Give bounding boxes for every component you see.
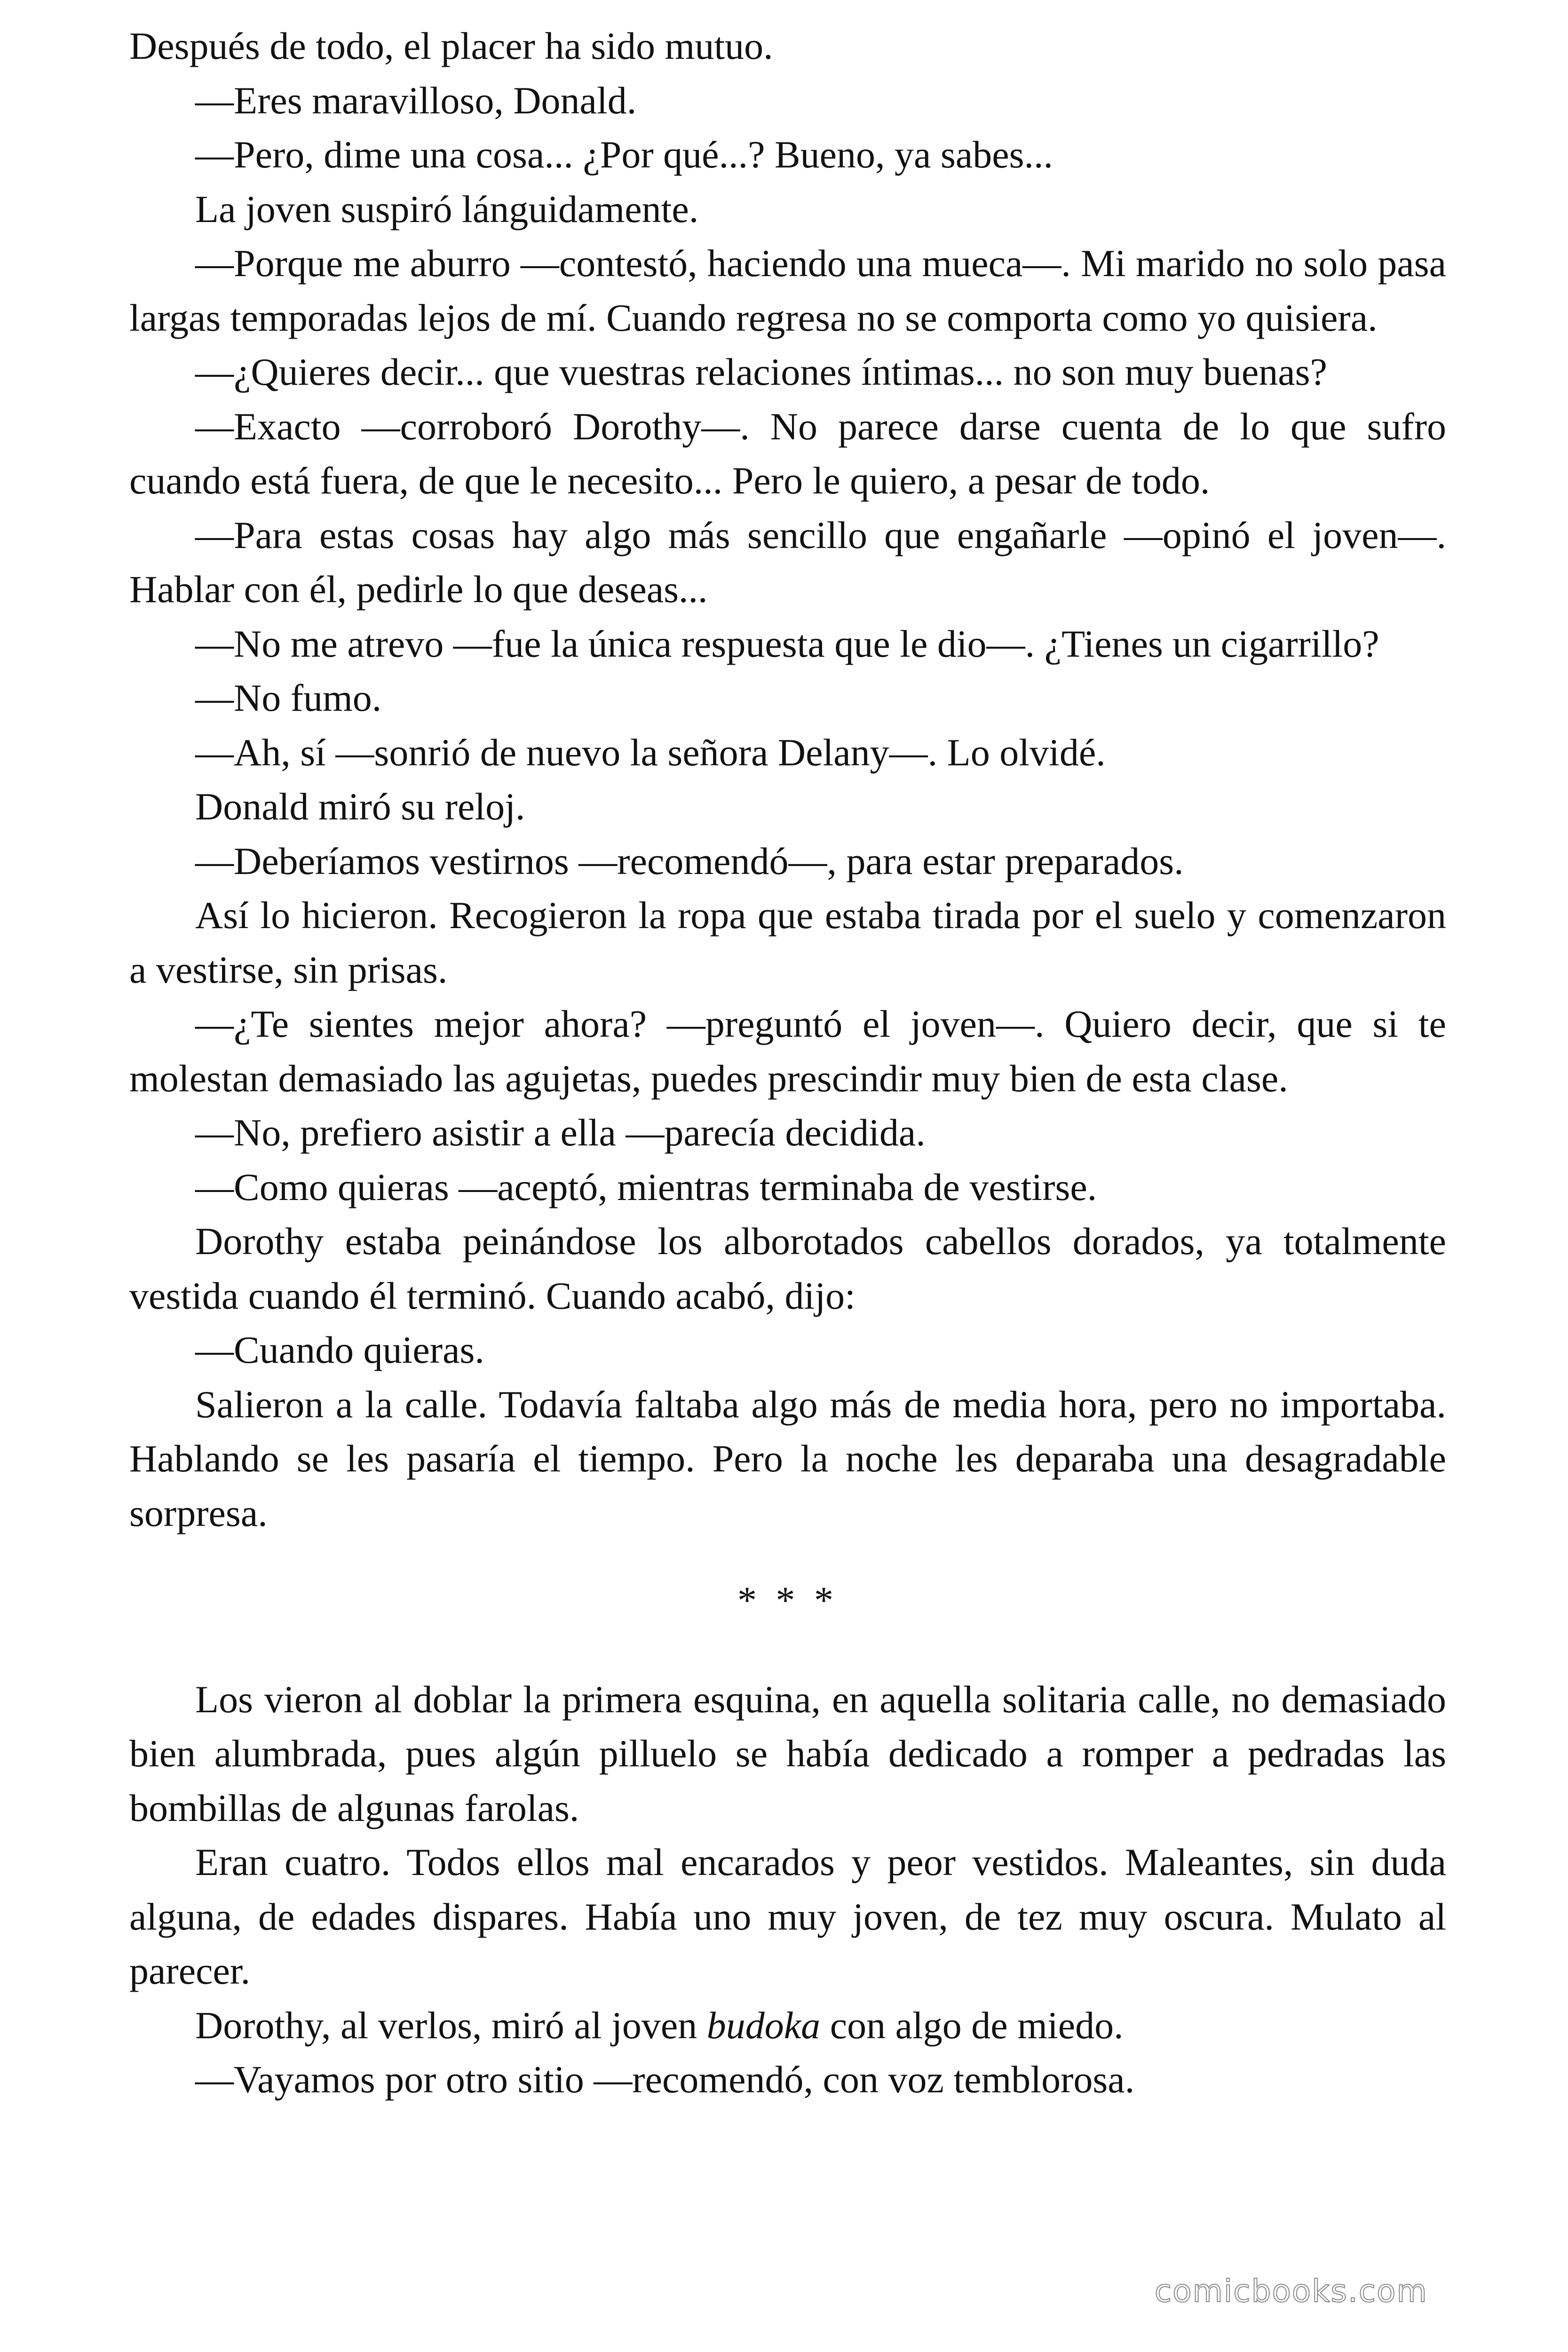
paragraph: Eran cuatro. Todos ellos mal encarados y peor vestidos. Maleantes, sin duda alguna, de edades dispares. Había uno muy joven, de tez muy oscura. Mulato al parecer. [129, 1841, 1446, 1992]
paragraph-text: con algo de miedo. [820, 2003, 1124, 2047]
paragraph-budoka [129, 1998, 1446, 2053]
paragraph: —Pero, dime una cosa... ¿Por qué...? Bueno, ya sabes... [195, 133, 1053, 176]
paragraph: —¿Quieres decir... que vuestras relaciones íntimas... no son muy buenas? [195, 350, 1327, 393]
paragraph: —No me atrevo —fue la única respuesta que le dio—. ¿Tienes un cigarrillo? [195, 622, 1379, 665]
paragraph: —Cuando quieras. [195, 1328, 484, 1371]
paragraph: —Porque me aburro —contestó, haciendo una mueca—. Mi marido no solo pasa largas temporadas lejos de mí. Cuando regresa no se comporta como yo quisiera. [129, 242, 1446, 339]
paragraph: —Como quieras —aceptó, mientras terminaba de vestirse. [195, 1165, 1097, 1208]
paragraph: —¿Te sientes mejor ahora? —preguntó el joven—. Quiero decir, que si te molestan demasiado las agujetas, puedes prescindir muy bien de esta clase. [129, 1002, 1446, 1100]
text-block-after-break [129, 1672, 1446, 1998]
paragraph: La joven suspiró lánguidamente. [195, 187, 699, 230]
book-page [129, 19, 1446, 2107]
paragraph: Así lo hicieron. Recogieron la ropa que estaba tirada por el suelo y comenzaron a vestirse, sin prisas. [129, 894, 1446, 991]
paragraph: —No fumo. [195, 676, 382, 719]
paragraph: —Deberíamos vestirnos —recomendó—, para estar preparados. [195, 839, 1184, 882]
paragraph: —No, prefiero asistir a ella —parecía decidida. [195, 1111, 926, 1154]
paragraph: Los vieron al doblar la primera esquina, en aquella solitaria calle, no demasiado bien alumbrada, pues algún pilluelo se había dedicado a romper a pedradas las bombillas de algunas farolas. [129, 1677, 1446, 1829]
paragraph: —Exacto —corroboró Dorothy—. No parece darse cuenta de lo que sufro cuando está fuera, de que le necesito... Pero le quiero, a pesar de todo. [129, 405, 1446, 502]
paragraph: Después de todo, el placer ha sido mutuo. [129, 24, 773, 67]
paragraph: —Ah, sí —sonrió de nuevo la señora Delany—. Lo olvidé. [195, 731, 1106, 774]
text-block-before-break [129, 19, 1446, 1540]
paragraph-text: Dorothy, al verlos, miró al joven [195, 2003, 707, 2047]
paragraph: —Eres maravilloso, Donald. [195, 79, 637, 122]
paragraph: Salieron a la calle. Todavía faltaba algo más de media hora, pero no importaba. Hablando se les pasaría el tiempo. Pero la noche les deparaba una desagradable sorpresa. [129, 1383, 1446, 1534]
scene-break: * * * [737, 1579, 838, 1621]
paragraph-last: —Vayamos por otro sitio —recomendó, con voz temblorosa. [195, 2058, 1135, 2101]
paragraph: Dorothy estaba peinándose los alborotados cabellos dorados, ya totalmente vestida cuando él terminó. Cuando acabó, dijo: [129, 1220, 1446, 1317]
paragraph: Donald miró su reloj. [195, 785, 525, 828]
italic-word: budoka [706, 2003, 821, 2047]
paragraph: —Para estas cosas hay algo más sencillo que engañarle —opinó el joven—. Hablar con él, pedirle lo que deseas... [129, 513, 1446, 611]
watermark-text: comicbooks.com [1155, 2273, 1428, 2309]
